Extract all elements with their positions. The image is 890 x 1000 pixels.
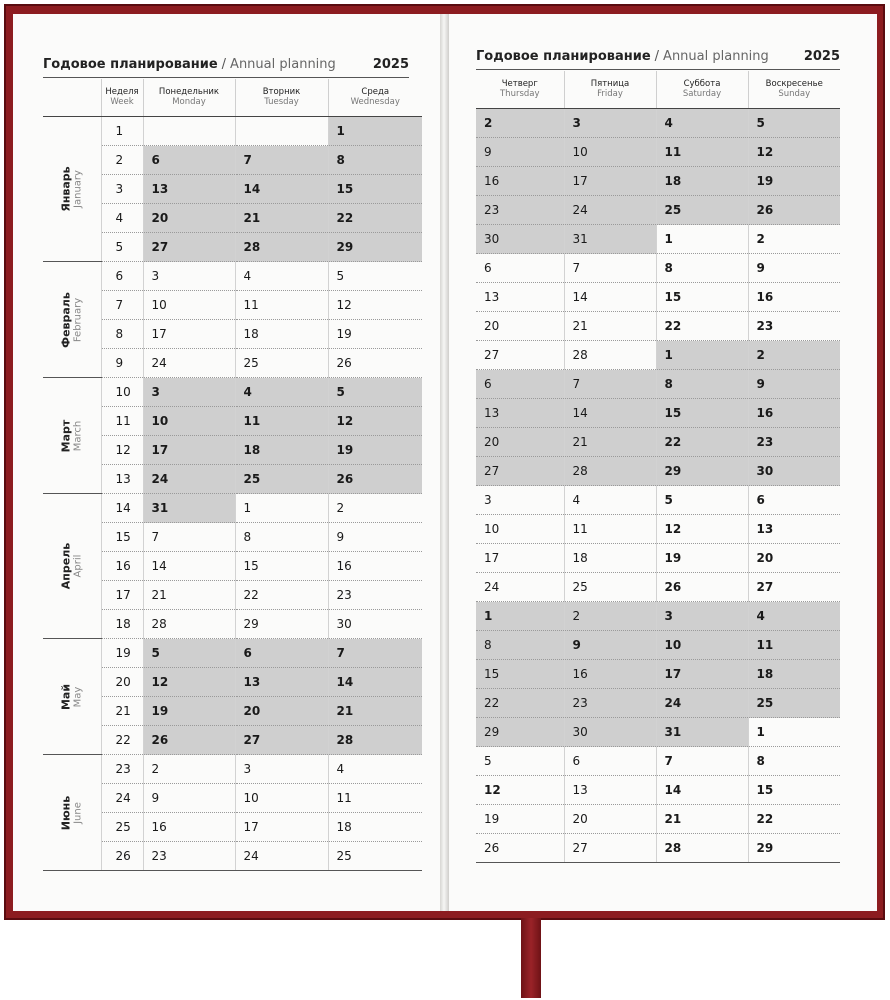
day-cell[interactable]: 5 bbox=[748, 109, 840, 138]
day-cell[interactable]: 6 bbox=[476, 254, 564, 283]
week-row bbox=[476, 718, 840, 747]
week-number: 22 bbox=[101, 726, 143, 755]
day-cell[interactable]: 12 bbox=[143, 668, 235, 697]
day-cell[interactable]: 19 bbox=[476, 805, 564, 834]
week-row bbox=[476, 196, 840, 225]
week-number: 5 bbox=[101, 233, 143, 262]
day-cell[interactable]: 23 bbox=[476, 196, 564, 225]
week-number: 18 bbox=[101, 610, 143, 639]
day-cell[interactable]: 24 bbox=[235, 842, 328, 871]
day-cell[interactable]: 6 bbox=[748, 486, 840, 515]
day-cell[interactable]: 2 bbox=[748, 341, 840, 370]
week-number: 15 bbox=[101, 523, 143, 552]
day-cell[interactable]: 24 bbox=[656, 689, 748, 718]
week-row bbox=[476, 747, 840, 776]
title-separator: / bbox=[221, 57, 227, 72]
day-cell[interactable]: 14 bbox=[235, 175, 328, 204]
day-cell[interactable]: 30 bbox=[564, 718, 656, 747]
day-cell[interactable]: 10 bbox=[143, 407, 235, 436]
week-number: 13 bbox=[101, 465, 143, 494]
day-cell[interactable]: 11 bbox=[235, 407, 328, 436]
day-cell[interactable] bbox=[235, 117, 328, 146]
week-number: 2 bbox=[101, 146, 143, 175]
week-row bbox=[476, 399, 840, 428]
day-cell[interactable]: 4 bbox=[235, 378, 328, 407]
day-cell[interactable]: 14 bbox=[564, 399, 656, 428]
week-row bbox=[43, 639, 422, 668]
day-cell[interactable]: 16 bbox=[748, 283, 840, 312]
day-cell[interactable]: 9 bbox=[328, 523, 422, 552]
day-cell[interactable]: 12 bbox=[656, 515, 748, 544]
day-cell[interactable]: 10 bbox=[564, 138, 656, 167]
week-number: 1 bbox=[101, 117, 143, 146]
day-cell[interactable]: 18 bbox=[564, 544, 656, 573]
header-saturday: Суббота Saturday bbox=[656, 71, 748, 109]
day-cell[interactable]: 26 bbox=[328, 465, 422, 494]
day-cell[interactable]: 13 bbox=[564, 776, 656, 805]
day-cell[interactable]: 23 bbox=[748, 428, 840, 457]
title-en: Annual planning bbox=[230, 57, 336, 72]
year-label: 2025 bbox=[372, 57, 409, 72]
day-cell[interactable]: 17 bbox=[564, 167, 656, 196]
right-calendar-table bbox=[476, 71, 840, 863]
day-cell[interactable] bbox=[143, 117, 235, 146]
right-page bbox=[449, 14, 877, 911]
day-cell[interactable]: 27 bbox=[564, 834, 656, 863]
day-cell[interactable]: 1 bbox=[656, 341, 748, 370]
day-cell[interactable]: 10 bbox=[656, 631, 748, 660]
week-row bbox=[476, 805, 840, 834]
day-cell[interactable]: 8 bbox=[748, 747, 840, 776]
day-cell[interactable]: 16 bbox=[564, 660, 656, 689]
day-cell[interactable]: 17 bbox=[143, 320, 235, 349]
day-cell[interactable]: 4 bbox=[748, 602, 840, 631]
day-cell[interactable]: 20 bbox=[564, 805, 656, 834]
day-cell[interactable]: 16 bbox=[476, 167, 564, 196]
day-cell[interactable]: 14 bbox=[328, 668, 422, 697]
week-row bbox=[476, 631, 840, 660]
day-cell[interactable]: 28 bbox=[328, 726, 422, 755]
day-cell[interactable]: 19 bbox=[328, 320, 422, 349]
day-cell[interactable]: 26 bbox=[748, 196, 840, 225]
week-number: 23 bbox=[101, 755, 143, 784]
day-cell[interactable]: 15 bbox=[656, 399, 748, 428]
day-cell[interactable]: 6 bbox=[143, 146, 235, 175]
day-cell[interactable]: 4 bbox=[235, 262, 328, 291]
week-number: 14 bbox=[101, 494, 143, 523]
day-cell[interactable]: 6 bbox=[235, 639, 328, 668]
day-cell[interactable]: 3 bbox=[143, 378, 235, 407]
day-cell[interactable]: 8 bbox=[235, 523, 328, 552]
day-cell[interactable]: 20 bbox=[476, 428, 564, 457]
week-row bbox=[476, 602, 840, 631]
day-cell[interactable]: 15 bbox=[328, 175, 422, 204]
week-number: 21 bbox=[101, 697, 143, 726]
day-cell[interactable]: 29 bbox=[748, 834, 840, 863]
day-cell[interactable]: 12 bbox=[476, 776, 564, 805]
month-header-blank bbox=[43, 79, 101, 117]
week-number: 24 bbox=[101, 784, 143, 813]
day-cell[interactable]: 1 bbox=[328, 117, 422, 146]
day-cell[interactable]: 22 bbox=[656, 428, 748, 457]
week-number: 26 bbox=[101, 842, 143, 871]
day-cell[interactable]: 21 bbox=[656, 805, 748, 834]
day-cell[interactable]: 25 bbox=[328, 842, 422, 871]
day-cell[interactable]: 4 bbox=[564, 486, 656, 515]
day-cell[interactable]: 14 bbox=[656, 776, 748, 805]
week-number: 4 bbox=[101, 204, 143, 233]
day-cell[interactable]: 18 bbox=[235, 436, 328, 465]
day-cell[interactable]: 20 bbox=[748, 544, 840, 573]
day-cell[interactable]: 15 bbox=[476, 660, 564, 689]
day-cell[interactable]: 7 bbox=[564, 254, 656, 283]
week-row bbox=[476, 167, 840, 196]
day-cell[interactable]: 28 bbox=[656, 834, 748, 863]
day-cell[interactable]: 24 bbox=[564, 196, 656, 225]
day-cell[interactable]: 23 bbox=[143, 842, 235, 871]
day-cell[interactable]: 11 bbox=[656, 138, 748, 167]
day-cell[interactable]: 10 bbox=[235, 784, 328, 813]
day-cell[interactable]: 16 bbox=[328, 552, 422, 581]
day-cell[interactable]: 21 bbox=[564, 428, 656, 457]
day-cell[interactable]: 13 bbox=[476, 283, 564, 312]
title-en: Annual planning bbox=[663, 49, 769, 64]
day-cell[interactable]: 29 bbox=[328, 233, 422, 262]
day-cell[interactable]: 1 bbox=[656, 225, 748, 254]
day-cell[interactable]: 31 bbox=[143, 494, 235, 523]
day-cell[interactable]: 8 bbox=[476, 631, 564, 660]
week-number: 12 bbox=[101, 436, 143, 465]
day-cell[interactable]: 31 bbox=[656, 718, 748, 747]
week-row bbox=[476, 486, 840, 515]
day-cell[interactable]: 21 bbox=[564, 312, 656, 341]
day-cell[interactable]: 18 bbox=[656, 167, 748, 196]
header-wednesday: Среда Wednesday bbox=[328, 79, 422, 117]
day-cell[interactable]: 3 bbox=[476, 486, 564, 515]
day-cell[interactable]: 14 bbox=[143, 552, 235, 581]
week-number: 11 bbox=[101, 407, 143, 436]
day-cell[interactable]: 29 bbox=[235, 610, 328, 639]
day-cell[interactable]: 21 bbox=[143, 581, 235, 610]
year-label: 2025 bbox=[803, 49, 840, 64]
day-cell[interactable]: 3 bbox=[656, 602, 748, 631]
day-cell[interactable]: 28 bbox=[143, 610, 235, 639]
day-cell[interactable]: 26 bbox=[328, 349, 422, 378]
day-cell[interactable]: 31 bbox=[564, 225, 656, 254]
day-cell[interactable]: 3 bbox=[564, 109, 656, 138]
left-page-title bbox=[43, 57, 409, 78]
week-number: 17 bbox=[101, 581, 143, 610]
day-cell[interactable]: 27 bbox=[748, 573, 840, 602]
day-cell[interactable]: 2 bbox=[748, 225, 840, 254]
title-ru: Годовое планирование bbox=[476, 49, 651, 64]
day-cell[interactable]: 17 bbox=[235, 813, 328, 842]
week-number: 9 bbox=[101, 349, 143, 378]
day-cell[interactable]: 18 bbox=[235, 320, 328, 349]
week-row bbox=[476, 515, 840, 544]
day-cell[interactable]: 29 bbox=[656, 457, 748, 486]
day-cell[interactable]: 2 bbox=[476, 109, 564, 138]
day-cell[interactable]: 10 bbox=[476, 515, 564, 544]
day-cell[interactable]: 1 bbox=[476, 602, 564, 631]
header-monday: Понедельник Monday bbox=[143, 79, 235, 117]
day-cell[interactable]: 17 bbox=[476, 544, 564, 573]
day-cell[interactable]: 2 bbox=[564, 602, 656, 631]
day-cell[interactable]: 7 bbox=[656, 747, 748, 776]
day-cell[interactable]: 2 bbox=[143, 755, 235, 784]
day-cell[interactable]: 24 bbox=[143, 349, 235, 378]
bookmark-ribbon[interactable] bbox=[521, 918, 541, 998]
day-cell[interactable]: 20 bbox=[235, 697, 328, 726]
day-cell[interactable]: 23 bbox=[564, 689, 656, 718]
day-cell[interactable]: 13 bbox=[143, 175, 235, 204]
day-cell[interactable]: 23 bbox=[748, 312, 840, 341]
header-tuesday: Вторник Tuesday bbox=[235, 79, 328, 117]
day-cell[interactable]: 30 bbox=[328, 610, 422, 639]
week-number: 16 bbox=[101, 552, 143, 581]
day-cell[interactable]: 22 bbox=[656, 312, 748, 341]
day-cell[interactable]: 17 bbox=[656, 660, 748, 689]
header-sunday: Воскресенье Sunday bbox=[748, 71, 840, 109]
week-number: 7 bbox=[101, 291, 143, 320]
day-cell[interactable]: 15 bbox=[235, 552, 328, 581]
day-cell[interactable]: 11 bbox=[748, 631, 840, 660]
day-cell[interactable]: 16 bbox=[748, 399, 840, 428]
day-cell[interactable]: 27 bbox=[235, 726, 328, 755]
day-cell[interactable]: 19 bbox=[143, 697, 235, 726]
day-cell[interactable]: 3 bbox=[235, 755, 328, 784]
day-cell[interactable]: 7 bbox=[328, 639, 422, 668]
left-calendar-table bbox=[43, 79, 422, 871]
week-row bbox=[43, 117, 422, 146]
week-row bbox=[476, 457, 840, 486]
day-cell[interactable]: 24 bbox=[476, 573, 564, 602]
day-cell[interactable]: 15 bbox=[748, 776, 840, 805]
day-cell[interactable]: 24 bbox=[143, 465, 235, 494]
week-row bbox=[476, 312, 840, 341]
day-cell[interactable]: 6 bbox=[564, 747, 656, 776]
day-cell[interactable]: 9 bbox=[748, 370, 840, 399]
day-cell[interactable]: 26 bbox=[476, 834, 564, 863]
day-cell[interactable]: 5 bbox=[143, 639, 235, 668]
title-ru: Годовое планирование bbox=[43, 57, 218, 72]
day-cell[interactable]: 13 bbox=[235, 668, 328, 697]
week-row bbox=[476, 544, 840, 573]
week-number: 3 bbox=[101, 175, 143, 204]
day-cell[interactable]: 26 bbox=[143, 726, 235, 755]
day-cell[interactable]: 4 bbox=[328, 755, 422, 784]
day-cell[interactable]: 16 bbox=[143, 813, 235, 842]
week-row bbox=[43, 755, 422, 784]
day-cell[interactable]: 27 bbox=[476, 457, 564, 486]
day-cell[interactable]: 13 bbox=[476, 399, 564, 428]
day-cell[interactable]: 11 bbox=[235, 291, 328, 320]
day-cell[interactable]: 8 bbox=[328, 146, 422, 175]
day-cell[interactable]: 29 bbox=[476, 718, 564, 747]
week-row bbox=[476, 428, 840, 457]
week-row bbox=[476, 138, 840, 167]
day-cell[interactable]: 9 bbox=[748, 254, 840, 283]
week-number: 20 bbox=[101, 668, 143, 697]
week-row bbox=[476, 573, 840, 602]
day-cell[interactable]: 9 bbox=[476, 138, 564, 167]
day-cell[interactable]: 8 bbox=[656, 370, 748, 399]
header-friday: Пятница Friday bbox=[564, 71, 656, 109]
month-label: Апрель April bbox=[43, 494, 101, 639]
week-row bbox=[476, 660, 840, 689]
day-cell[interactable]: 26 bbox=[656, 573, 748, 602]
day-cell[interactable]: 18 bbox=[328, 813, 422, 842]
day-cell[interactable]: 27 bbox=[476, 341, 564, 370]
day-cell[interactable]: 18 bbox=[748, 660, 840, 689]
day-cell[interactable]: 11 bbox=[328, 784, 422, 813]
week-row bbox=[476, 109, 840, 138]
week-number: 19 bbox=[101, 639, 143, 668]
week-row bbox=[476, 776, 840, 805]
week-row bbox=[476, 341, 840, 370]
day-cell[interactable]: 28 bbox=[235, 233, 328, 262]
book-spine bbox=[440, 14, 449, 911]
day-cell[interactable]: 9 bbox=[564, 631, 656, 660]
day-cell[interactable]: 28 bbox=[564, 341, 656, 370]
week-row bbox=[43, 494, 422, 523]
day-cell[interactable]: 19 bbox=[328, 436, 422, 465]
day-cell[interactable]: 7 bbox=[143, 523, 235, 552]
day-cell[interactable]: 22 bbox=[235, 581, 328, 610]
day-cell[interactable]: 27 bbox=[143, 233, 235, 262]
day-cell[interactable]: 1 bbox=[235, 494, 328, 523]
day-cell[interactable]: 5 bbox=[656, 486, 748, 515]
day-cell[interactable]: 15 bbox=[656, 283, 748, 312]
day-cell[interactable]: 5 bbox=[328, 262, 422, 291]
week-row bbox=[476, 283, 840, 312]
right-page-title bbox=[476, 49, 840, 70]
day-cell[interactable]: 22 bbox=[476, 689, 564, 718]
week-row bbox=[476, 834, 840, 863]
month-label: Июнь June bbox=[43, 755, 101, 871]
day-cell[interactable]: 11 bbox=[564, 515, 656, 544]
day-cell[interactable]: 7 bbox=[564, 370, 656, 399]
day-cell[interactable]: 30 bbox=[476, 225, 564, 254]
day-cell[interactable]: 21 bbox=[328, 697, 422, 726]
day-cell[interactable]: 8 bbox=[656, 254, 748, 283]
day-cell[interactable]: 25 bbox=[235, 349, 328, 378]
week-number: 25 bbox=[101, 813, 143, 842]
day-cell[interactable]: 6 bbox=[476, 370, 564, 399]
day-cell[interactable]: 10 bbox=[143, 291, 235, 320]
day-cell[interactable]: 12 bbox=[328, 291, 422, 320]
day-cell[interactable]: 13 bbox=[748, 515, 840, 544]
header-thursday: Четверг Thursday bbox=[476, 71, 564, 109]
day-cell[interactable]: 23 bbox=[328, 581, 422, 610]
day-cell[interactable]: 4 bbox=[656, 109, 748, 138]
day-cell[interactable]: 12 bbox=[328, 407, 422, 436]
day-cell[interactable]: 12 bbox=[748, 138, 840, 167]
week-row bbox=[476, 254, 840, 283]
day-cell[interactable]: 22 bbox=[328, 204, 422, 233]
month-label: Май May bbox=[43, 639, 101, 755]
week-number: 8 bbox=[101, 320, 143, 349]
day-cell[interactable]: 19 bbox=[748, 167, 840, 196]
month-label: Март March bbox=[43, 378, 101, 494]
day-cell[interactable]: 25 bbox=[564, 573, 656, 602]
week-row bbox=[476, 225, 840, 254]
header-week: Неделя Week bbox=[101, 79, 143, 117]
day-cell[interactable]: 28 bbox=[564, 457, 656, 486]
month-label: Январь January bbox=[43, 117, 101, 262]
day-cell[interactable]: 7 bbox=[235, 146, 328, 175]
day-cell[interactable]: 5 bbox=[328, 378, 422, 407]
day-cell[interactable]: 1 bbox=[748, 718, 840, 747]
day-cell[interactable]: 19 bbox=[656, 544, 748, 573]
day-cell[interactable]: 25 bbox=[748, 689, 840, 718]
day-cell[interactable]: 30 bbox=[748, 457, 840, 486]
day-cell[interactable]: 25 bbox=[656, 196, 748, 225]
week-row bbox=[43, 378, 422, 407]
month-label: Февраль February bbox=[43, 262, 101, 378]
day-cell[interactable]: 20 bbox=[476, 312, 564, 341]
week-number: 6 bbox=[101, 262, 143, 291]
week-number: 10 bbox=[101, 378, 143, 407]
day-cell[interactable]: 5 bbox=[476, 747, 564, 776]
title-separator: / bbox=[654, 49, 660, 64]
week-row bbox=[476, 370, 840, 399]
week-row bbox=[476, 689, 840, 718]
day-cell[interactable]: 22 bbox=[748, 805, 840, 834]
day-cell[interactable]: 17 bbox=[143, 436, 235, 465]
day-cell[interactable]: 3 bbox=[143, 262, 235, 291]
week-row bbox=[43, 262, 422, 291]
day-cell[interactable]: 25 bbox=[235, 465, 328, 494]
day-cell[interactable]: 20 bbox=[143, 204, 235, 233]
day-cell[interactable]: 14 bbox=[564, 283, 656, 312]
day-cell[interactable]: 2 bbox=[328, 494, 422, 523]
day-cell[interactable]: 21 bbox=[235, 204, 328, 233]
left-page bbox=[13, 14, 440, 911]
day-cell[interactable]: 9 bbox=[143, 784, 235, 813]
